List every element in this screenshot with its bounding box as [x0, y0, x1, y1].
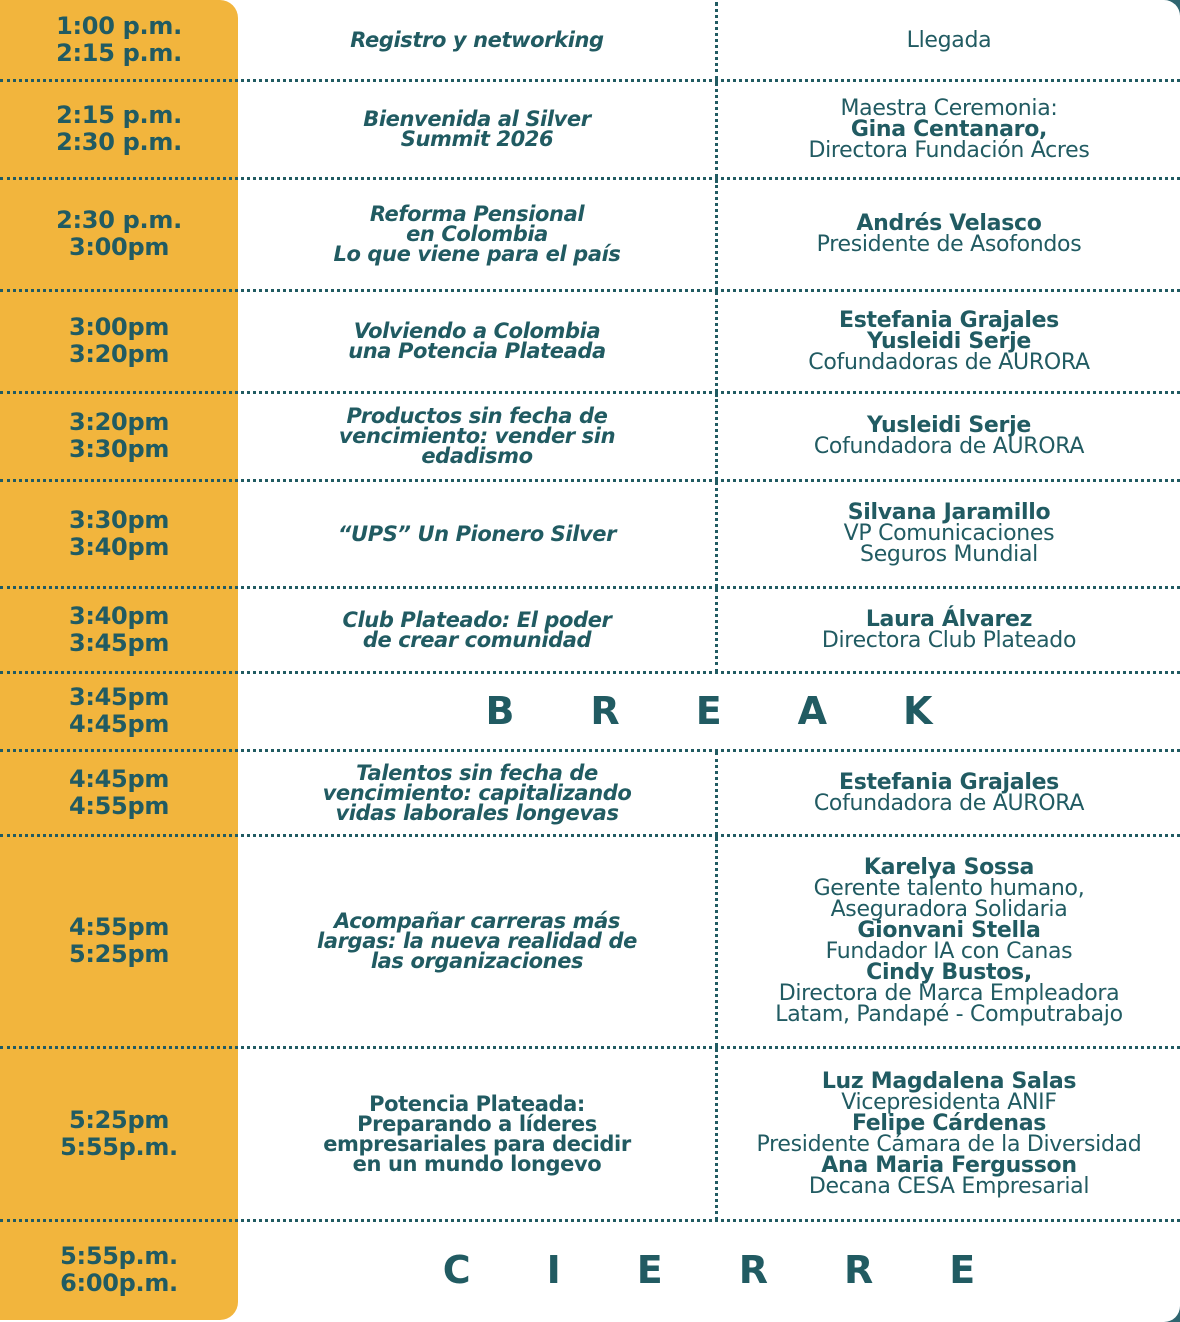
agenda-row — [0, 835, 1180, 1047]
row-divider — [0, 749, 1180, 752]
speaker-name: Karelya Sossa — [863, 855, 1035, 880]
agenda-row — [0, 587, 1180, 672]
topic-line: Acompañar carreras más — [333, 909, 621, 933]
topic-line: “UPS” Un Pionero Silver — [337, 521, 617, 546]
start-time: 1:00 p.m. — [56, 12, 182, 40]
topic-line: de crear comunidad — [362, 627, 592, 652]
start-time: 5:25pm — [68, 1105, 170, 1134]
speaker-info — [718, 0, 1180, 80]
end-time: 5:25pm — [68, 940, 170, 968]
session-topic — [238, 80, 716, 178]
speaker-name: Felipe Cárdenas — [851, 1110, 1047, 1136]
speaker-role: Cofundadoras de AURORA — [808, 349, 1090, 375]
cierre-label: CIERRE — [442, 1248, 1052, 1292]
start-time: 3:45pm — [68, 683, 170, 711]
time-slot — [0, 1047, 238, 1220]
row-divider — [0, 479, 1180, 482]
end-time: 3:20pm — [68, 340, 170, 368]
topic-line: edadismo — [421, 444, 533, 468]
start-time: 3:00pm — [68, 313, 170, 341]
end-time: 3:30pm — [68, 435, 170, 463]
topic-line: Talentos sin fecha de — [356, 760, 598, 785]
row-divider — [0, 289, 1180, 292]
start-time: 2:30 p.m. — [56, 206, 182, 234]
speaker-role: Maestra Ceremonia: — [840, 95, 1058, 121]
row-divider — [0, 391, 1180, 394]
end-time: 5:55p.m. — [60, 1132, 178, 1161]
row-divider — [0, 79, 1180, 82]
row-divider — [0, 586, 1180, 589]
end-time: 3:40pm — [68, 532, 170, 561]
agenda-row — [0, 290, 1180, 392]
row-divider — [0, 834, 1180, 837]
speaker-name: Silvana Jaramillo — [847, 500, 1051, 525]
start-time: 2:15 p.m. — [56, 101, 182, 129]
speaker-role: Directora Club Plateado — [821, 627, 1077, 653]
end-time: 6:00p.m. — [60, 1269, 178, 1297]
speaker-info — [718, 178, 1180, 290]
start-time: 4:45pm — [68, 764, 170, 793]
speaker-info — [718, 480, 1180, 587]
speaker-role: Latam, Pandapé - Computrabajo — [775, 1002, 1123, 1027]
start-time: 3:20pm — [68, 408, 170, 436]
start-time: 5:55p.m. — [60, 1242, 178, 1270]
session-topic — [238, 587, 716, 672]
row-divider — [0, 1219, 1180, 1222]
topic-line: las organizaciones — [370, 949, 584, 973]
row-divider — [0, 671, 1180, 674]
speaker-role: Directora de Marca Empleadora — [778, 981, 1120, 1006]
topic-line: Preparando a líderes — [357, 1111, 597, 1136]
column-divider — [715, 394, 718, 480]
speaker-name: Laura Álvarez — [865, 606, 1033, 632]
agenda-row — [0, 392, 1180, 480]
column-divider — [715, 82, 718, 178]
speaker-info — [718, 392, 1180, 480]
speaker-name: Estefania Grajales — [839, 769, 1059, 795]
agenda-row — [0, 480, 1180, 587]
time-slot — [0, 1220, 238, 1320]
speaker-name: Luz Magdalena Salas — [821, 1068, 1077, 1094]
start-time: 3:40pm — [68, 601, 170, 630]
agenda-row — [0, 1047, 1180, 1220]
speaker-role: Gerente talento humano, — [813, 876, 1085, 901]
speaker-role: Decana CESA Empresarial — [808, 1173, 1090, 1199]
end-time: 2:15 p.m. — [56, 39, 182, 67]
column-divider — [715, 292, 718, 392]
time-slot — [0, 587, 238, 672]
session-topic — [238, 750, 716, 835]
speaker-role: Llegada — [906, 27, 992, 53]
topic-line: Reforma Pensional — [369, 202, 585, 226]
topic-line: vencimiento: vender sin — [338, 424, 616, 448]
speaker-role: Presidente Cámara de la Diversidad — [756, 1131, 1142, 1157]
speaker-name: Gionvani Stella — [857, 918, 1041, 943]
speaker-role: Seguros Mundial — [860, 542, 1038, 567]
topic-line: Summit 2026 — [400, 127, 554, 151]
column-divider — [715, 482, 718, 587]
topic-line: Registro y networking — [350, 28, 604, 52]
speaker-info — [718, 290, 1180, 392]
speaker-role: Cofundadora de AURORA — [813, 790, 1085, 816]
time-slot — [0, 178, 238, 290]
speaker-name: Estefania Grajales — [839, 307, 1059, 333]
speaker-role: VP Comunicaciones — [843, 521, 1055, 546]
speaker-name: Andrés Velasco — [856, 211, 1042, 236]
session-topic — [238, 480, 716, 587]
speaker-role: Presidente de Asofondos — [816, 232, 1082, 257]
topic-line: Productos sin fecha de — [346, 404, 608, 428]
end-time: 4:55pm — [68, 791, 170, 820]
topic-line: en Colombia — [406, 222, 548, 246]
topic-line: Potencia Plateada: — [369, 1091, 585, 1116]
time-slot — [0, 290, 238, 392]
start-time: 3:30pm — [68, 505, 170, 534]
topic-line: una Potencia Plateada — [348, 339, 606, 363]
column-divider — [715, 837, 718, 1047]
topic-line: en un mundo longevo — [352, 1151, 602, 1176]
agenda-row — [0, 0, 1180, 80]
speaker-role: Fundador IA con Canas — [825, 939, 1073, 964]
agenda-row — [0, 1220, 1180, 1320]
speaker-name: Ana Maria Fergusson — [821, 1152, 1077, 1178]
time-slot — [0, 392, 238, 480]
speaker-info — [718, 587, 1180, 672]
topic-line: empresariales para decidir — [323, 1131, 631, 1156]
speaker-name: Yusleidi Serje — [867, 413, 1031, 438]
speaker-info — [718, 835, 1180, 1047]
speaker-name: Cindy Bustos, — [866, 960, 1032, 985]
speaker-info — [718, 80, 1180, 178]
session-topic — [238, 1047, 716, 1220]
speaker-name: Yusleidi Serje — [867, 328, 1031, 354]
speaker-role: Directora Fundación Acres — [808, 137, 1090, 163]
topic-line: vidas laborales longevas — [335, 800, 619, 825]
agenda-row — [0, 750, 1180, 835]
topic-line: Bienvenida al Silver — [363, 107, 591, 131]
speaker-info — [718, 750, 1180, 835]
topic-line: Lo que viene para el país — [333, 242, 621, 266]
speaker-role: Cofundadora de AURORA — [813, 434, 1085, 459]
speaker-role: Aseguradora Solidaria — [830, 897, 1068, 922]
session-topic — [238, 392, 716, 480]
speaker-role: Vicepresidenta ANIF — [841, 1089, 1057, 1115]
agenda-row — [0, 80, 1180, 178]
topic-line: Volviendo a Colombia — [353, 319, 601, 343]
column-divider — [715, 1049, 718, 1220]
start-time: 4:55pm — [68, 913, 170, 941]
column-divider — [715, 589, 718, 672]
time-slot — [0, 80, 238, 178]
column-divider — [715, 180, 718, 290]
column-divider — [715, 2, 718, 80]
topic-line: Club Plateado: El poder — [342, 607, 612, 632]
topic-line: vencimiento: capitalizando — [322, 780, 632, 805]
time-slot — [0, 835, 238, 1047]
row-divider — [0, 1046, 1180, 1049]
break-label: BREAK — [485, 689, 1009, 733]
end-time: 2:30 p.m. — [56, 128, 182, 156]
speaker-info — [718, 1047, 1180, 1220]
time-slot — [0, 672, 238, 750]
column-divider — [715, 752, 718, 835]
agenda-row — [0, 178, 1180, 290]
time-slot — [0, 480, 238, 587]
speaker-name: Gina Centanaro, — [850, 116, 1048, 142]
end-time: 3:00pm — [68, 233, 170, 261]
topic-line: largas: la nueva realidad de — [317, 929, 637, 953]
session-topic — [238, 835, 716, 1047]
session-topic — [238, 178, 716, 290]
end-time: 3:45pm — [68, 628, 170, 657]
session-topic — [238, 290, 716, 392]
session-topic — [238, 0, 716, 80]
time-slot — [0, 750, 238, 835]
agenda-row — [0, 672, 1180, 750]
time-slot — [0, 0, 238, 80]
row-divider — [0, 177, 1180, 180]
end-time: 4:45pm — [68, 710, 170, 738]
